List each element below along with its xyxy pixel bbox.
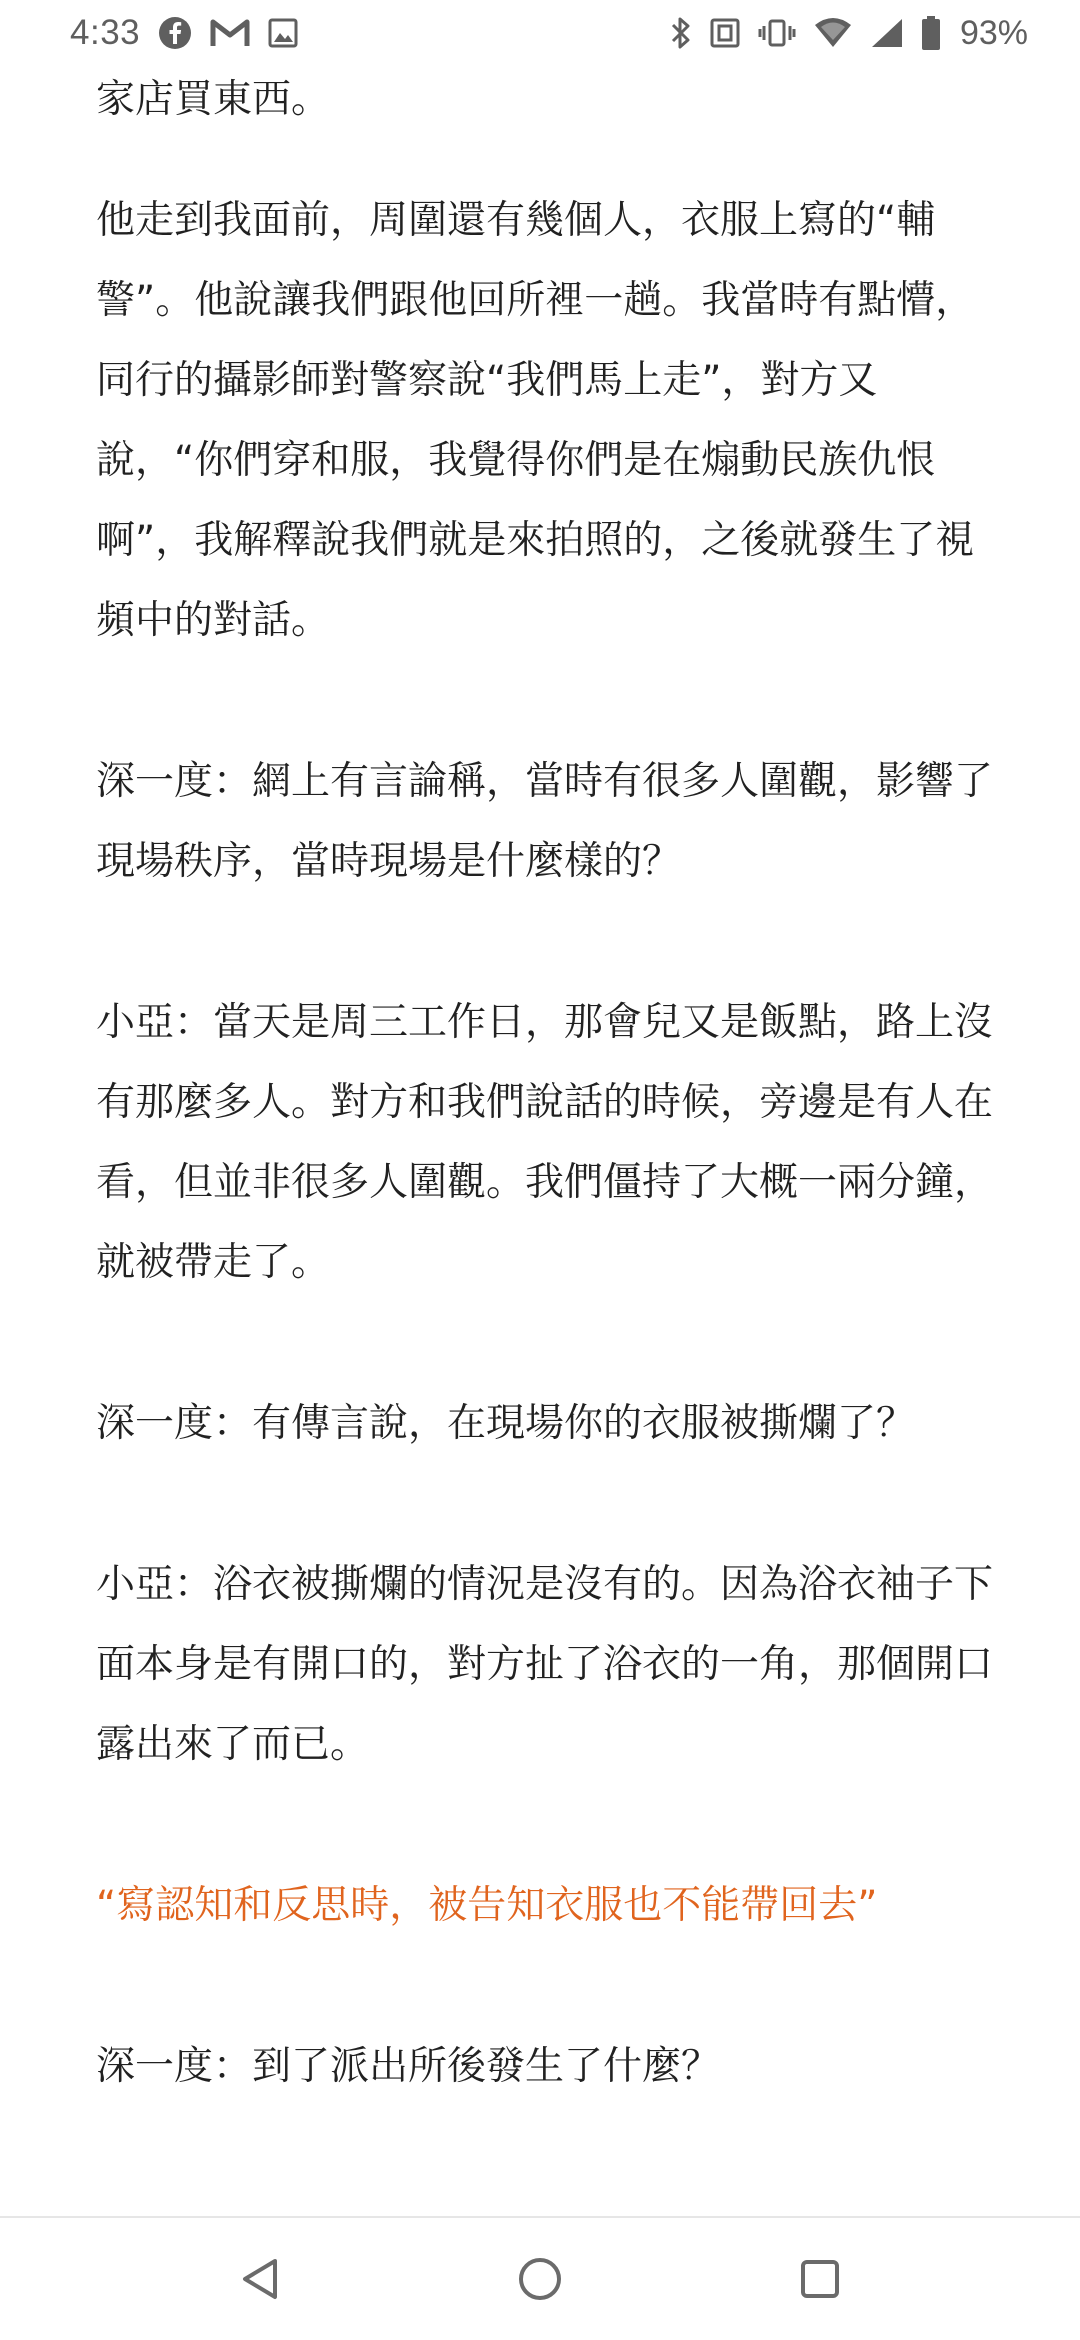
facebook-icon (158, 16, 192, 50)
paragraph: 深一度：網上有言論稱，當時有很多人圍觀，影響了現場秩序，當時現場是什麼樣的？ (96, 759, 994, 884)
home-icon (517, 2256, 563, 2302)
article-body (96, 60, 996, 2188)
section-subheading: “寫認知和反思時，被告知衣服也不能帶回去” (96, 1883, 878, 1928)
paragraph: 小亞：浴衣被撕爛的情況是沒有的。因為浴衣袖子下面本身是有開口的，對方扯了浴衣的一角，那個開口露出來了而已。 (96, 1562, 994, 1767)
paragraph: 小亞：當天是周三工作日，那會兒又是飯點，路上沒有那麼多人。對方和我們說話的時候，旁邊是有人在看，但並非很多人圍觀。我們僵持了大概一兩分鐘，就被帶走了。 (96, 1000, 994, 1285)
signal-icon (870, 17, 904, 49)
paragraph: 深一度：有傳言說，在現場你的衣服被撕爛了？ (96, 1401, 916, 1446)
recents-button[interactable] (780, 2239, 860, 2319)
gmail-icon (210, 18, 250, 48)
home-button[interactable] (500, 2239, 580, 2319)
navigation-bar (0, 2218, 1080, 2340)
status-bar (0, 0, 1080, 66)
nfc-icon (710, 18, 740, 48)
back-button[interactable] (220, 2239, 300, 2319)
wifi-icon (814, 17, 852, 49)
status-right (670, 14, 1028, 53)
paragraph: 深一度：到了派出所後發生了什麼？ (96, 2044, 721, 2089)
battery-icon (922, 16, 940, 50)
status-left (70, 13, 298, 53)
vibrate-icon (758, 18, 796, 48)
paragraph: 他走到我面前，周圍還有幾個人，衣服上寫的“輔警”。他說讓我們跟他回所裡一趟。我當時有點懵，同行的攝影師對警察說“我們馬上走”，對方又說，“你們穿和服，我覺得你們是在煽動民族仇恨啊”，我解釋說我們就是來拍照的，之後就發生了視頻中的對話。 (96, 198, 975, 643)
status-time: 4:33 (70, 13, 141, 52)
back-icon (240, 2257, 280, 2301)
image-icon (268, 18, 298, 48)
recents-icon (799, 2258, 841, 2300)
battery-percent: 93% (959, 13, 1028, 52)
bluetooth-icon (670, 16, 692, 50)
paragraph: 家店買東西。 (96, 77, 331, 122)
